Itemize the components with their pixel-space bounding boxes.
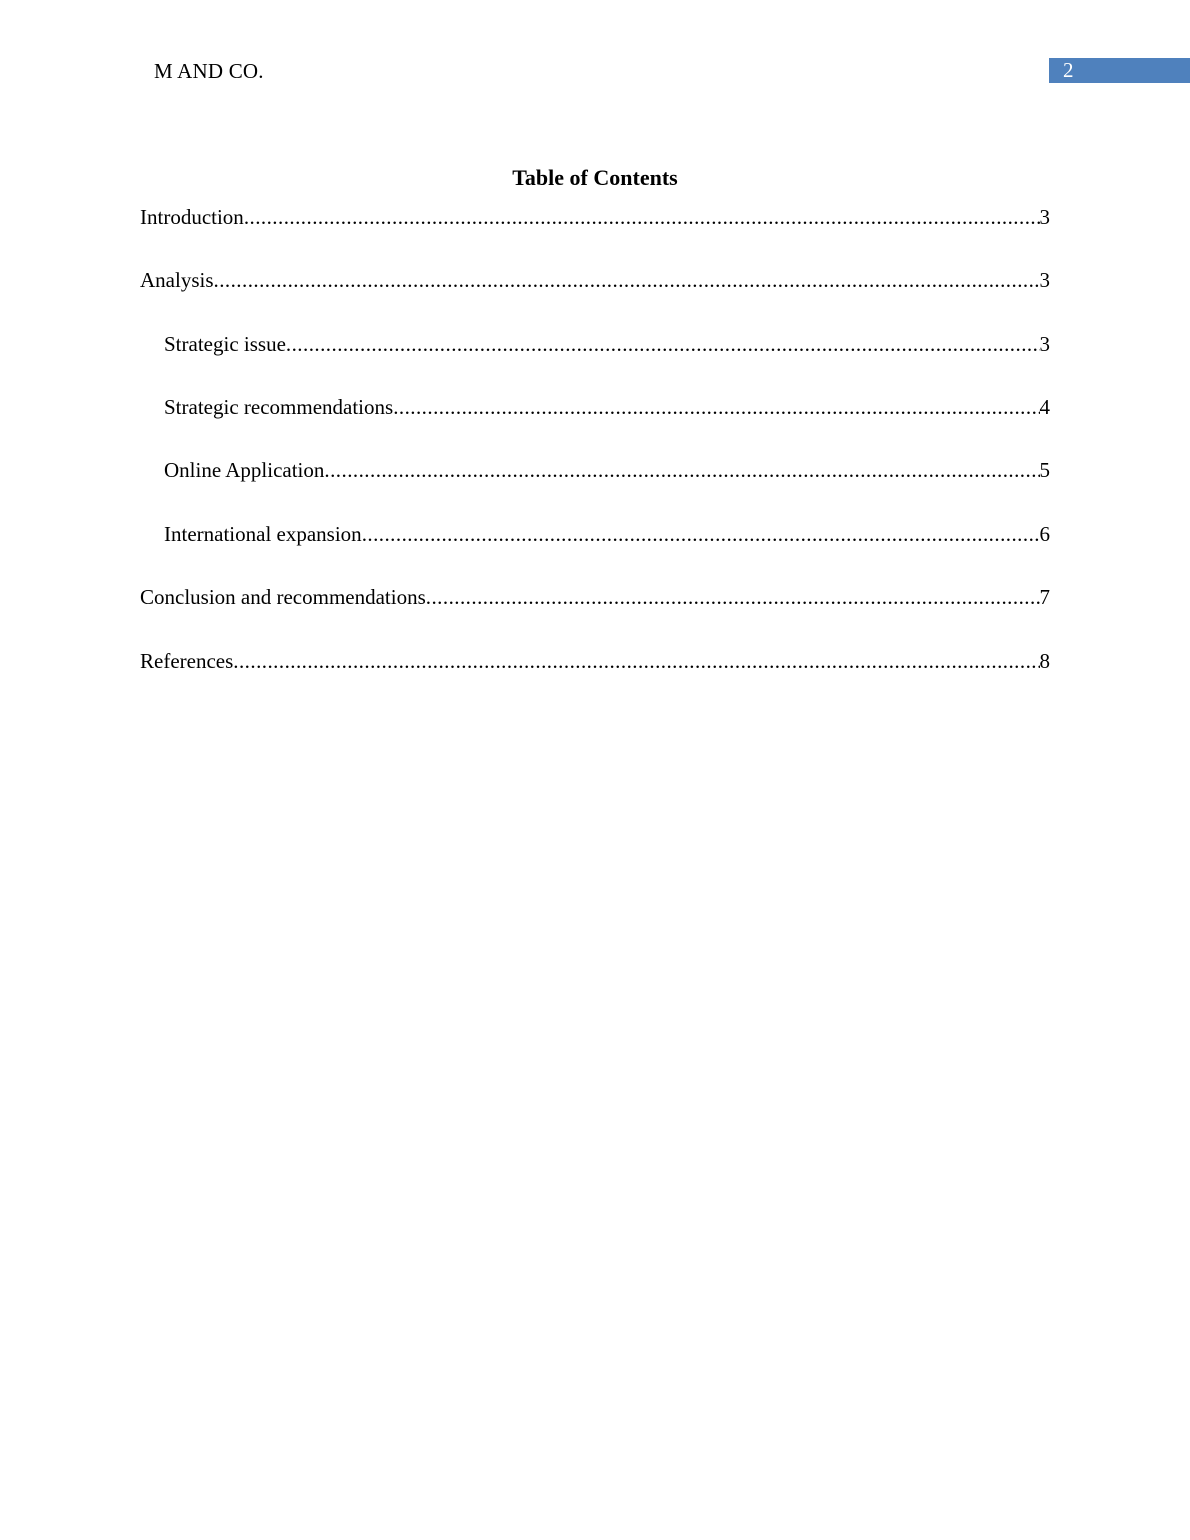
toc-entry-label: References <box>140 649 234 673</box>
toc-dot-leader <box>233 646 1039 676</box>
running-head: M AND CO. <box>154 59 264 83</box>
toc-entry-label: Online Application <box>164 458 325 482</box>
toc-entry-page: 5 <box>1039 458 1050 482</box>
toc-dot-leader <box>214 265 1040 295</box>
toc-entry-label: Conclusion and recommendations <box>140 585 426 609</box>
toc-entry-conclusion-and-recommendations[interactable] <box>140 582 1050 612</box>
toc-entry-page: 3 <box>1039 268 1050 292</box>
toc-title: Table of Contents <box>512 165 678 190</box>
toc-entry-label: International expansion <box>164 522 362 546</box>
toc-dot-leader <box>362 519 1040 549</box>
toc-dot-leader <box>393 392 1039 422</box>
toc-entry-introduction[interactable] <box>140 202 1050 232</box>
toc-entry-analysis[interactable] <box>140 265 1050 295</box>
toc-entry-label: Strategic issue <box>164 332 286 356</box>
toc-dot-leader <box>244 202 1040 232</box>
toc-entry-page: 8 <box>1039 649 1050 673</box>
toc-entry-references[interactable] <box>140 646 1050 676</box>
toc-entry-strategic-issue[interactable] <box>164 329 1050 359</box>
toc-entry-international-expansion[interactable] <box>164 519 1050 549</box>
toc-dot-leader <box>426 582 1040 612</box>
toc-entry-page: 3 <box>1039 332 1050 356</box>
toc-dot-leader <box>324 455 1039 485</box>
page-number: 2 <box>1063 58 1074 82</box>
toc-entry-label: Introduction <box>140 205 244 229</box>
toc-entry-page: 7 <box>1039 585 1050 609</box>
toc-entry-online-application[interactable] <box>164 455 1050 485</box>
toc-entry-page: 3 <box>1039 205 1050 229</box>
toc-dot-leader <box>286 329 1040 359</box>
toc-entry-page: 6 <box>1039 522 1050 546</box>
toc-entry-page: 4 <box>1039 395 1050 419</box>
toc-entry-label: Analysis <box>140 268 214 292</box>
toc-entry-label: Strategic recommendations <box>164 395 394 419</box>
page-number-bar <box>1049 58 1190 83</box>
toc-entry-strategic-recommendations[interactable] <box>164 392 1050 422</box>
